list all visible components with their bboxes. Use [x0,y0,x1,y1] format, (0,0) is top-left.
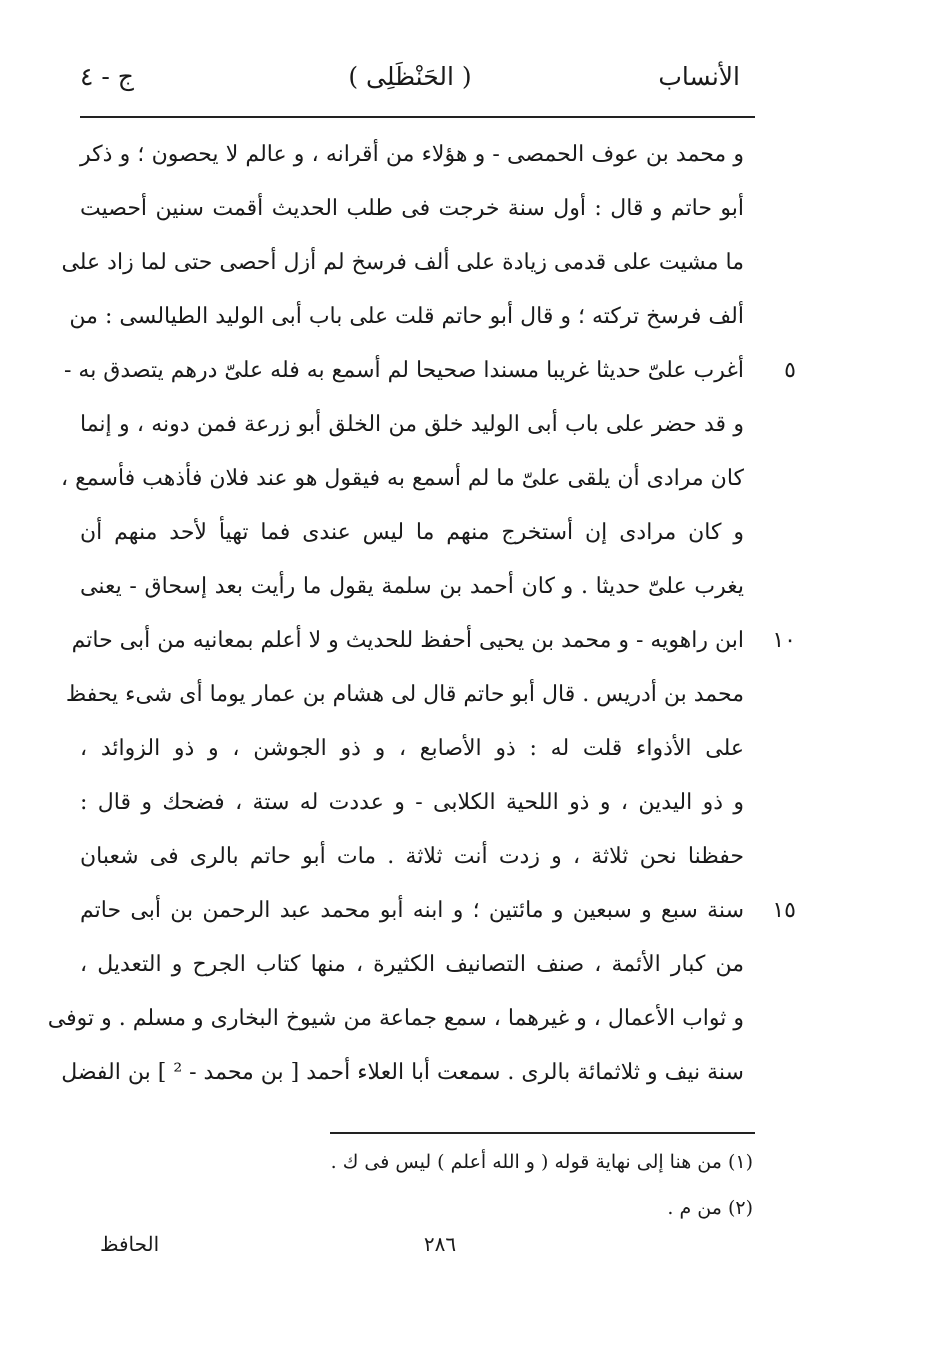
text-line: و قد حضر على باب أبى الوليد خلق من الخلق أبو زرعة فمن دونه ، و إنما [80,412,744,437]
text-line: على الأذواء قلت له : ذو الأصابع ، و ذو الجوشن ، و ذو الزوائد ، [80,736,744,761]
text-line: يغرب علىّ حديثا . و كان أحمد بن سلمة يقول ما رأيت بعد إسحاق - يعنى [80,574,744,599]
text-line: ابن راهويه - و محمد بن يحيى أحفظ للحديث و لا أعلم بمعانيه من أبى حاتم [71,628,744,653]
text-line: أبو حاتم و قال : أول سنة خرجت فى طلب الحديث أقمت سنين أحصيت [80,196,744,221]
text-line: سنة سبع و سبعين و مائتين ؛ و ابنه أبو محمد عبد الرحمن بن أبى حاتم [80,898,744,923]
text-line: حفظنا نحن ثلاثة ، و زدت أنت ثلاثة . مات أبو حاتم بالرى فى شعبان [80,844,744,869]
section-title: الأنساب [658,62,740,91]
line-number-15: ١٥ [772,898,796,923]
text-line: كان مرادى أن يلقى علىّ ما لم أسمع به فيقول هو عند فلان فأذهب فأسمع ، [60,466,744,491]
page-number: ٢٨٦ [423,1232,457,1256]
text-line: و كان مرادى إن أستخرج منهم ما ليس عندى فما تهيأ لأحد منهم أن [80,520,744,545]
line-number-5: ٥ [784,358,796,383]
entry-title: ( الحَنْظَلِى ) [348,62,472,91]
footnote-2: (٢) من م . [667,1197,753,1219]
text-line: من كبار الأئمة ، صنف التصانيف الكثيرة ، منها كتاب الجرح و التعديل ، [80,952,744,977]
catchword: الحافظ [100,1232,160,1256]
text-line: محمد بن أدريس . قال أبو حاتم قال لى هشام بن عمار يوما أى شىء يحفظ [65,682,744,707]
text-line: سنة نيف و ثلاثمائة بالرى . سمعت أبا العلاء أحمد [ بن محمد - ² ] بن الفضل [61,1060,744,1085]
footnote-rule [330,1132,755,1134]
running-head [80,52,740,102]
text-line: ألف فرسخ تركته ؛ و قال أبو حاتم قلت على باب أبى الوليد الطيالسى : من [69,304,744,329]
text-line: و ذو اليدين ، و ذو اللحية الكلابى - و عددت له ستة ، فضحك و قال : [80,790,744,815]
page-footer [80,1232,800,1272]
volume-number: ج - ٤ [80,62,134,91]
text-line: و محمد بن عوف الحمصى - و هؤلاء من أقرانه ، و عالم لا يحصون ؛ و ذكر [80,142,744,167]
header-rule [80,116,755,118]
text-line: ما مشيت على قدمى زيادة على ألف فرسخ لم أزل أحصى حتى لما زاد على [61,250,744,275]
line-number-10: ١٠ [772,628,796,653]
text-line: و ثواب الأعمال ، و غيرهما ، سمع جماعة من شيوخ البخارى و مسلم . و توفى [47,1006,744,1031]
text-line: أغرب علىّ حديثا غريبا مسندا صحيحا لم أسمع به فله علىّ درهم يتصدق به - [63,358,744,383]
footnote-1: (١) من هنا إلى نهاية قوله ( و الله أعلم ) ليس فى ك . [330,1151,753,1173]
